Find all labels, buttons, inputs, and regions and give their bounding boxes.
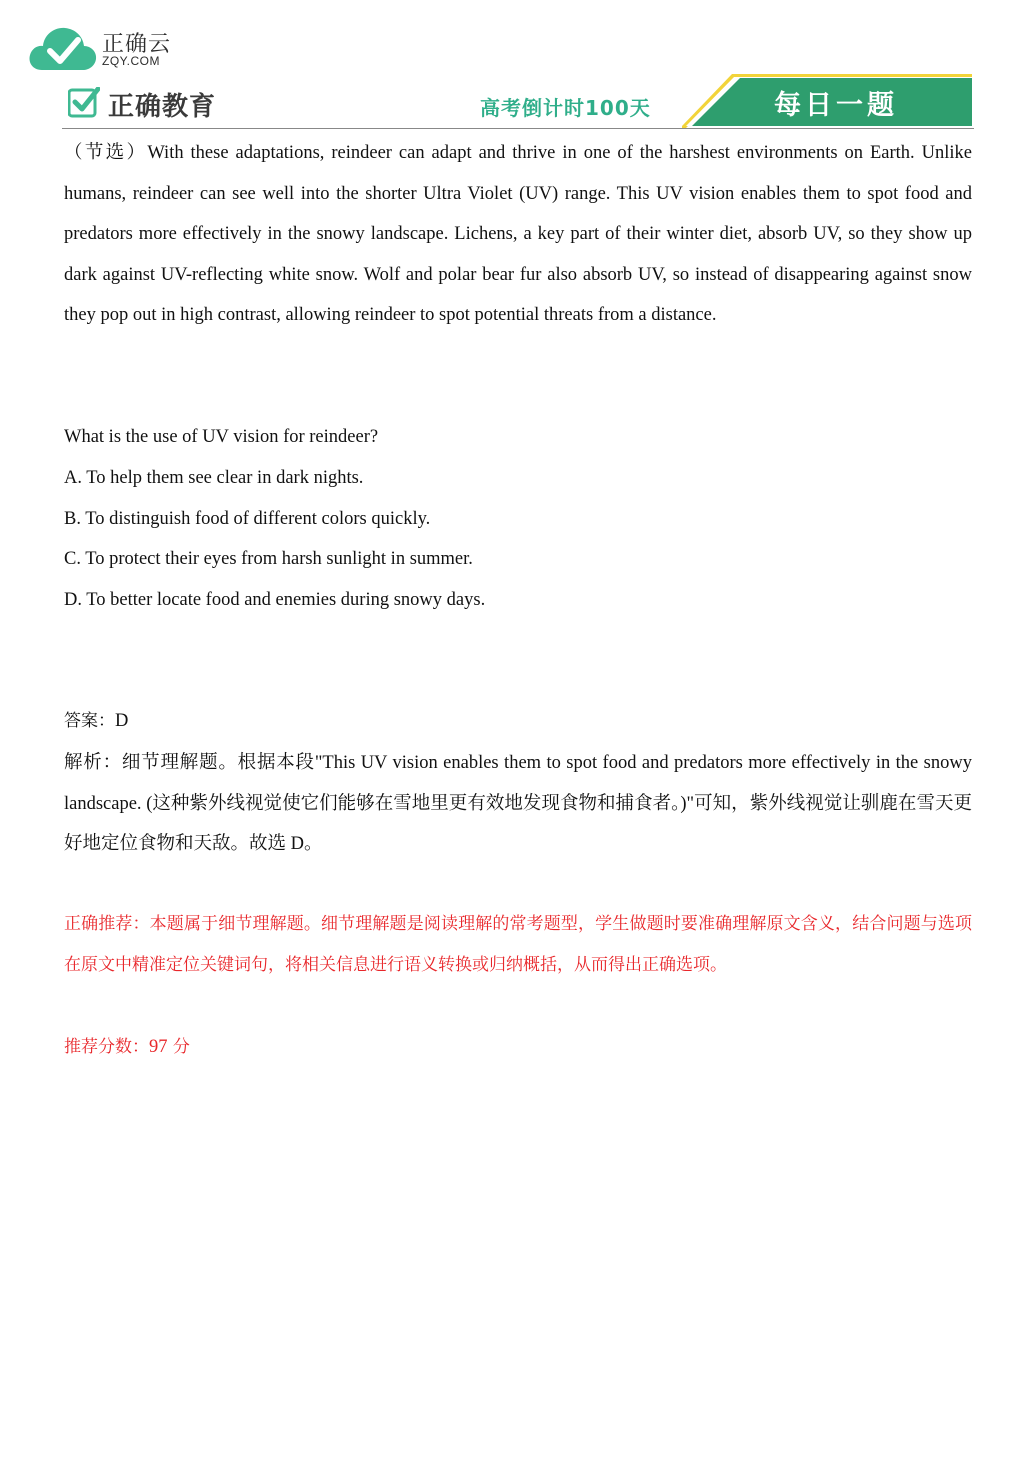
option-b: B. To distinguish food of different colors quickly. [64, 509, 431, 529]
answer-value: D [115, 711, 129, 731]
top-logo-cn: 正确云 [102, 32, 172, 57]
reading-passage: （节选）With these adaptations, reindeer can adapt and thrive in one of the harshest environments on Earth. Unlike humans, reindeer can see well into the shorter Ultra Violet (UV) range. This UV vision enables them to spot food and predators more effectively in the snowy landscape. Lichens, a key part of their winter diet, absorb UV, so they show up dark against UV-reflecting white snow. Wolf and polar bear fur also absorb UV, so instead of disappearing against snow they pop out in high contrast, allowing reindeer to spot potential threats from a distance. [64, 143, 972, 326]
answer-label: 答案： [64, 711, 115, 731]
score-value: 97 [149, 1037, 168, 1057]
option-a: A. To help them see clear in dark nights. [64, 468, 364, 488]
answer-line [64, 709, 972, 733]
score-unit: 分 [172, 1037, 190, 1057]
header-divider [62, 128, 974, 129]
cloud-check-logo-icon [28, 24, 98, 72]
option-c: C. To protect their eyes from harsh sunlight in summer. [64, 549, 473, 569]
top-logo-en: ZQY.COM [102, 54, 160, 68]
question-stem: What is the use of UV vision for reindeer? [64, 427, 379, 447]
brand-title: 正确教育 [108, 92, 217, 122]
recommendation-score [64, 1027, 972, 1068]
analysis-text: 解析：细节理解题。根据本段"This UV vision enables them to spot food and predators more effectively in the snowy landscape. (这种紫外线视觉使它们能够在雪地里更有效地发现食物和捕食者。)"可知，紫外线视觉让驯鹿在雪天更好地定位食物和天敌。故选 D。 [64, 753, 972, 855]
score-label: 推荐分数： [64, 1037, 149, 1057]
banner-title: 每日一题 [774, 90, 898, 121]
header-band [62, 72, 974, 130]
site-logo[interactable] [28, 24, 188, 74]
recommendation-text: 正确推荐：本题属于细节理解题。细节理解题是阅读理解的常考题型，学生做题时要准确理解原文含义，结合问题与选项在原文中精准定位关键词句，将相关信息进行语义转换或归纳概括，从而得出正确选项。 [64, 914, 972, 975]
option-d: D. To better locate food and enemies during snowy days. [64, 590, 486, 610]
checkbox-icon [68, 87, 100, 119]
countdown-text: 高考倒计时100天 [480, 96, 651, 120]
